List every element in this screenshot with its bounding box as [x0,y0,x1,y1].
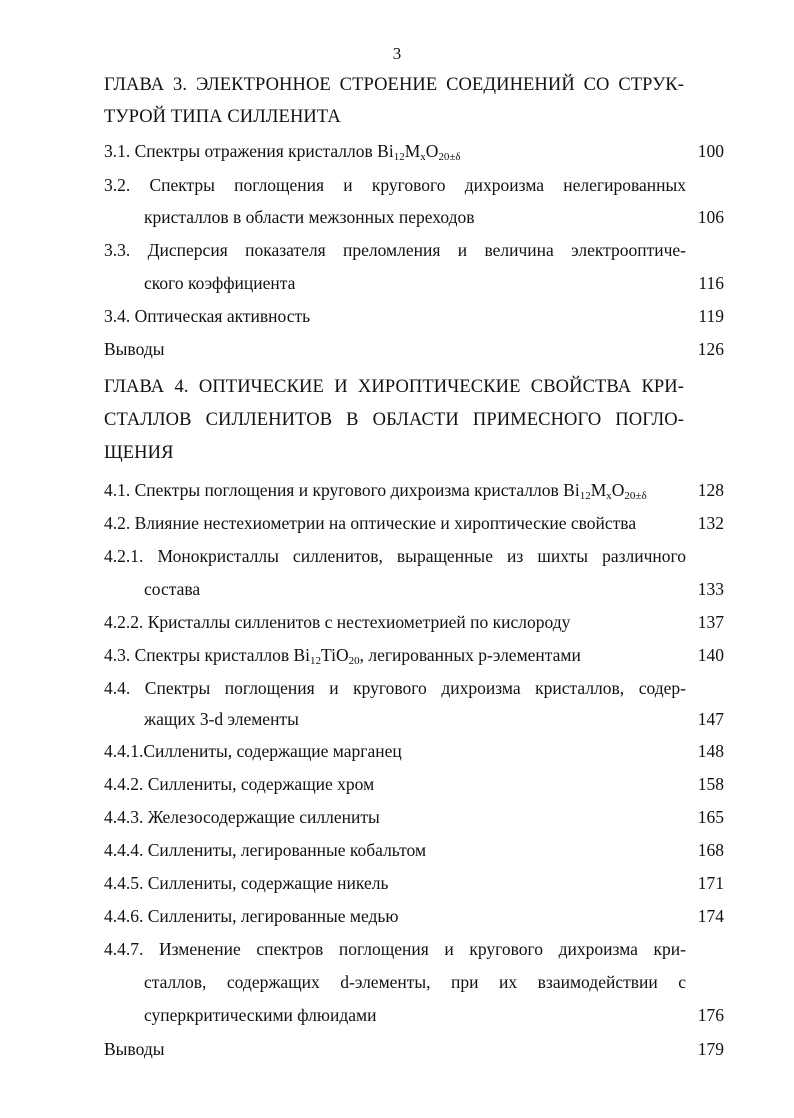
chapter3-title-line2: ТУРОЙ ТИПА СИЛЛЕНИТА [104,107,341,127]
toc-page-number: 106 [697,207,724,227]
toc-page-number: 171 [697,873,724,893]
toc-entry-4-4-7[interactable]: суперкритическими флюидами 176 [144,1005,724,1025]
chapter4-title-line2: СТАЛЛОВ СИЛЛЕНИТОВ В ОБЛАСТИ ПРИМЕСНОГО ПОГЛО- [104,410,684,430]
toc-entry-4-4-7-line2: сталлов, содержащих d-элементы, при их взаимодействии с [144,972,686,992]
chapter4-title-line1: ГЛАВА 4. ОПТИЧЕСКИЕ И ХИРОПТИЧЕСКИЕ СВОЙСТВА КРИ- [104,377,684,397]
toc-entry-4-4-7-line1: 4.4.7. Изменение спектров поглощения и кругового дихроизма кри- [104,939,686,959]
toc-page-number: 158 [697,774,724,794]
toc-entry-4-2-1-line1: 4.2.1. Монокристаллы силленитов, выращенные из шихты различного [104,546,686,566]
toc-entry-3-3[interactable]: ского коэффициента 116 [144,273,724,293]
toc-page-number: 116 [698,273,724,293]
toc-page-number: 100 [697,141,724,161]
toc-entry-4-4-1[interactable]: 4.4.1.Силлениты, содержащие марганец 148 [104,741,724,761]
toc-entry-3-2-line1: 3.2. Спектры поглощения и кругового дихроизма нелегированных [104,175,686,195]
toc-page-number: 133 [697,579,724,599]
chapter4-title-line3: ЩЕНИЯ [104,443,174,463]
toc-entry-4-2-2[interactable]: 4.2.2. Кристаллы силленитов с нестехиометрией по кислороду 137 [104,612,724,632]
toc-page-number: 126 [697,339,724,359]
toc-entry-4-4-line1: 4.4. Спектры поглощения и кругового дихроизма кристаллов, содер- [104,678,686,698]
toc-entry-3-3-line1: 3.3. Дисперсия показателя преломления и величина электрооптиче- [104,240,686,260]
toc-entry-3-2[interactable]: кристаллов в области межзонных переходов 106 [144,207,724,227]
toc-page-number: 140 [697,645,724,665]
toc-entry-chapter3-conclusions[interactable]: Выводы 126 [104,339,724,359]
toc-entry-4-1[interactable]: 4.1. Спектры поглощения и кругового дихроизма кристаллов $Bi_{12}M_xO_{20\pm\delta}$ 128 [104,480,724,502]
toc-entry-3-1[interactable]: 3.1. Спектры отражения кристаллов $Bi_{12}M_xO_{20\pm\delta}$ 100 [104,141,724,163]
toc-entry-4-4-2[interactable]: 4.4.2. Силлениты, содержащие хром 158 [104,774,724,794]
toc-entry-4-2-1[interactable]: состава 133 [144,579,724,599]
toc-page-number: 119 [698,306,724,326]
page-number: 3 [392,44,402,63]
toc-entry-4-4-5[interactable]: 4.4.5. Силлениты, содержащие никель 171 [104,873,724,893]
toc-entry-4-4[interactable]: жащих 3-d элементы 147 [144,709,724,729]
toc-page-number: 174 [697,906,724,926]
toc-page-number: 168 [697,840,724,860]
toc-entry-4-4-3[interactable]: 4.4.3. Железосодержащие силлениты 165 [104,807,724,827]
toc-page-number: 176 [697,1005,724,1025]
toc-entry-3-4[interactable]: 3.4. Оптическая активность 119 [104,306,724,326]
toc-entry-4-4-6[interactable]: 4.4.6. Силлениты, легированные медью 174 [104,906,724,926]
toc-entry-chapter4-conclusions[interactable]: Выводы 179 [104,1039,724,1059]
toc-entry-4-2[interactable]: 4.2. Влияние нестехиометрии на оптические и хироптические свойства 132 [104,513,724,533]
toc-entry-4-4-4[interactable]: 4.4.4. Силлениты, легированные кобальтом 168 [104,840,724,860]
toc-page-number: 132 [697,513,724,533]
toc-page-number: 137 [697,612,724,632]
toc-page-number: 147 [697,709,724,729]
chapter3-title-line1: ГЛАВА 3. ЭЛЕКТРОННОЕ СТРОЕНИЕ СОЕДИНЕНИЙ СО СТРУК- [104,75,684,95]
toc-entry-4-3[interactable]: 4.3. Спектры кристаллов $Bi_{12}TiO_{20}$, легированных р-элементами 140 [104,645,724,667]
toc-page-number: 165 [697,807,724,827]
toc-page-number: 148 [697,741,724,761]
toc-page-number: 179 [697,1039,724,1059]
toc-page-number: 128 [697,480,724,500]
